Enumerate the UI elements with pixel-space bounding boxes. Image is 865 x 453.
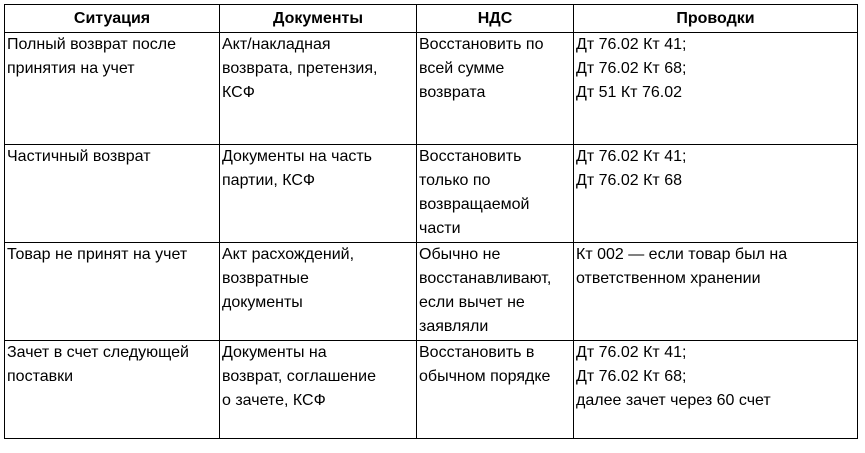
situation-text-line: поставки: [7, 368, 74, 385]
situation-text-line: Зачет в счет следующей: [7, 344, 189, 361]
header-entries: Проводки: [574, 5, 858, 33]
documents-text-line: возврат, соглашение: [222, 368, 376, 385]
vat-text-line: всей сумме: [419, 60, 505, 77]
documents-text-line: Документы на часть: [222, 148, 372, 165]
documents-text-line: о зачете, КСФ: [222, 392, 326, 409]
situation-cell: [5, 243, 220, 341]
vat-text-line: Восстановить по: [419, 36, 544, 53]
entries-cell: [574, 341, 858, 439]
entry-line: Дт 76.02 Кт 41;: [576, 36, 687, 53]
entry-line: Дт 51 Кт 76.02: [576, 84, 682, 101]
documents-text-line: документы: [222, 294, 303, 311]
documents-text-line: КСФ: [222, 84, 255, 101]
vat-cell: [417, 341, 574, 439]
vat-text-line: если вычет не: [419, 294, 525, 311]
vat-text-line: части: [419, 220, 461, 237]
vat-text-line: возвращаемой: [419, 196, 530, 213]
entries-cell: [574, 243, 858, 341]
entry-text-line: ответственном хранении: [576, 270, 761, 287]
documents-cell: [220, 341, 417, 439]
situation-text-line: принятия на учет: [7, 60, 135, 77]
returns-table: [4, 4, 858, 439]
header-vat: НДС: [417, 5, 574, 33]
vat-cell: [417, 243, 574, 341]
vat-cell: [417, 145, 574, 243]
documents-text-line: партии, КСФ: [222, 172, 316, 189]
table-row: [5, 243, 858, 341]
entries-cell: [574, 145, 858, 243]
situation-cell: [5, 33, 220, 145]
header-situation: Ситуация: [5, 5, 220, 33]
documents-text-line: Акт/накладная: [222, 36, 331, 53]
entry-line: Дт 76.02 Кт 41;: [576, 344, 687, 361]
vat-text-line: восстанавливают,: [419, 270, 552, 287]
documents-cell: [220, 145, 417, 243]
situation-cell: [5, 145, 220, 243]
returns-table-container: [4, 4, 858, 439]
situation-cell: [5, 341, 220, 439]
vat-text-line: заявляли: [419, 318, 489, 335]
situation-text: Частичный возврат: [7, 148, 151, 165]
table-row: [5, 33, 858, 145]
situation-text: Товар не принят на учет: [7, 246, 188, 263]
situation-text-line: Полный возврат после: [7, 36, 176, 53]
documents-text-line: Акт расхождений,: [222, 246, 355, 263]
entry-text-line: Кт 002 — если товар был на: [576, 246, 788, 263]
documents-text-line: возврата, претензия,: [222, 60, 378, 77]
table-row: [5, 145, 858, 243]
vat-text-line: Восстановить: [419, 148, 522, 165]
vat-text-line: возврата: [419, 84, 486, 101]
documents-cell: [220, 33, 417, 145]
entry-line: Дт 76.02 Кт 68: [576, 172, 682, 189]
vat-text-line: обычном порядке: [419, 368, 551, 385]
entry-line: Дт 76.02 Кт 68;: [576, 60, 687, 77]
entry-line: Дт 76.02 Кт 68;: [576, 368, 687, 385]
documents-text-line: Документы на: [222, 344, 327, 361]
table-header-row: [5, 5, 858, 33]
entry-line: Дт 76.02 Кт 41;: [576, 148, 687, 165]
entry-line: далее зачет через 60 счет: [576, 392, 771, 409]
header-documents: Документы: [220, 5, 417, 33]
vat-cell: [417, 33, 574, 145]
entries-cell: [574, 33, 858, 145]
vat-text-line: Восстановить в: [419, 344, 535, 361]
vat-text-line: только по: [419, 172, 491, 189]
vat-text-line: Обычно не: [419, 246, 501, 263]
table-row: [5, 341, 858, 439]
documents-text-line: возвратные: [222, 270, 309, 287]
documents-cell: [220, 243, 417, 341]
